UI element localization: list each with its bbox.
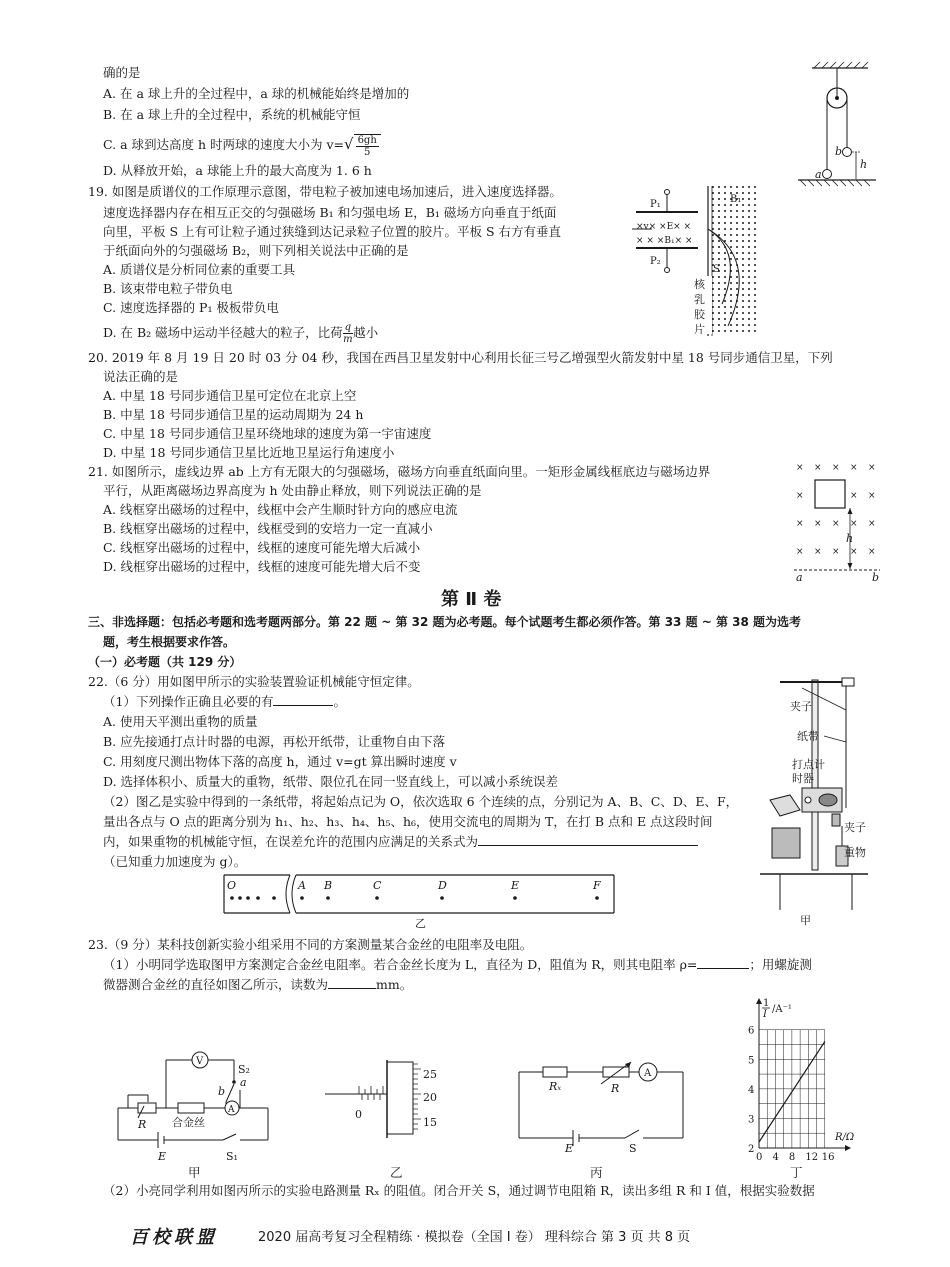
label-p1: P₁	[650, 199, 661, 210]
label-b: b	[872, 571, 880, 584]
q22-part2-3-text: 内，如果重物的机械能守恒，在误差允许的范围内应满足的关系式为	[103, 834, 479, 849]
q23-part1-line1	[103, 956, 812, 974]
q19-option-b: B. 该束带电粒子带负电	[103, 281, 233, 296]
tape-label-c: C	[373, 879, 382, 892]
label-b: b	[218, 1085, 226, 1098]
q22-part1-end: 。	[333, 694, 346, 709]
q22-stem: 22.（6 分）用如图甲所示的实验装置验证机械能守恒定律。	[88, 674, 420, 689]
field-cross: ×	[832, 547, 840, 557]
magnetic-field-figure	[792, 460, 882, 582]
answer-blank[interactable]	[478, 833, 698, 846]
q21-stem-2: 平行，从距离磁场边界高度为 h 处由静止释放，则下列说法正确的是	[103, 483, 482, 498]
section-instructions-1: 三、非选择题：包括必考题和选考题两部分。第 22 题 ~ 第 32 题为必考题。每个试题考生都必须作答。第 33 题 ~ 第 38 题为选考	[88, 615, 802, 629]
field-cross: ×	[868, 547, 876, 557]
field-cross: ×	[814, 463, 822, 473]
label-r: R	[611, 1082, 620, 1095]
q23-part1-text: （1）小明同学选取图甲方案测定合金丝电阻率。若合金丝长度为 L，直径为 D，阻值为 R，则其电阻率 ρ=	[103, 957, 698, 972]
label-a: a	[815, 168, 822, 181]
y-tick-label: 3	[748, 1114, 755, 1126]
label-s: S	[713, 264, 720, 275]
q20-stem-2: 说法正确的是	[103, 369, 179, 384]
ammeter-label: A	[644, 1068, 652, 1079]
tape-label-d: D	[438, 879, 447, 892]
field-cross: ×	[850, 519, 858, 529]
y-tick-label: 6	[748, 1025, 755, 1037]
q21-option-b: B. 线框穿出磁场的过程中，线框受到的安培力一定一直减小	[103, 521, 433, 536]
q19-option-a: A. 质谱仪是分析同位素的重要工具	[103, 262, 295, 277]
q22-part2-1: （2）图乙是实验中得到的一条纸带，将起始点记为 O，依次选取 6 个连续的点，分别记为 A、B、C、D、E、F，	[103, 794, 739, 809]
q23-part2: （2）小亮同学利用如图丙所示的实验电路测量 Rₓ 的阻值。闭合开关 S，通过调节电阻箱 R，读出多组 R 和 I 值，根据实验数据	[103, 1183, 815, 1198]
q23-part1-text-d: mm。	[376, 977, 413, 992]
q18-option-a: A. 在 a 球上升的全过程中，a 球的机械能始终是增加的	[103, 86, 410, 101]
graph-ding	[745, 998, 865, 1168]
ball-a	[823, 170, 832, 179]
footer-logo: 百校联盟	[130, 1227, 218, 1248]
q22-part2-4: （已知重力加速度为 g）。	[103, 854, 247, 869]
answer-blank[interactable]	[697, 956, 749, 969]
label-h: h	[860, 158, 868, 171]
q21-stem-1: 21. 如图所示，虚线边界 ab 上方有无限大的匀强磁场，磁场方向垂直纸面向里。一矩形金属线框底边与磁场边界	[88, 464, 711, 479]
field-cross: ×	[832, 519, 840, 529]
apparatus-figure	[760, 670, 870, 930]
label-alloy: 合金丝	[172, 1116, 205, 1129]
answer-blank[interactable]	[273, 693, 333, 706]
frac-m: m	[343, 334, 353, 345]
fig-jia-caption: 甲	[188, 1165, 201, 1180]
section-instructions-2: 题，考生根据要求作答。	[103, 635, 236, 649]
tape-label-o: O	[227, 879, 237, 892]
wire-frame	[815, 480, 845, 508]
field-cross: ×	[796, 463, 804, 473]
q19-stem-2: 速度选择器内存在相互正交的匀强磁场 B₁ 和匀强电场 E，B₁ 磁场方向垂直于纸面	[103, 205, 557, 220]
section-subtitle: （一）必考题（共 129 分）	[88, 655, 242, 669]
label-h: h	[846, 532, 854, 545]
chart-grid	[759, 1030, 825, 1148]
x-tick-label: 16	[821, 1152, 835, 1163]
label-film-4: 片	[694, 323, 705, 336]
field-cross: ×	[868, 519, 876, 529]
label-s: S	[629, 1142, 637, 1155]
q22-option-d: D. 选择体积小、质量大的重物，纸带、限位孔在同一竖直线上，可以减小系统误差	[103, 774, 559, 789]
q19-stem-4: 于纸面向外的匀强磁场 B₂，则下列相关说法中正确的是	[103, 243, 409, 258]
label-p2: P₂	[650, 256, 661, 267]
micro-20: 20	[423, 1091, 437, 1104]
q19-option-d-end: 越小	[353, 325, 379, 340]
q20-option-b: B. 中星 18 号同步通信卫星的运动周期为 24 h	[103, 407, 364, 422]
q22-part2-2: 量出各点与 O 点的距离分别为 h₁、h₂、h₃、h₄、h₅、h₆，使用交流电的周期为 T，在打 B 点和 E 点这段时间	[103, 814, 713, 829]
q19-option-d	[103, 322, 378, 345]
micro-15: 15	[423, 1116, 437, 1129]
label-a: a	[240, 1076, 247, 1089]
label-rx: Rₓ	[549, 1080, 562, 1093]
row-1: ×v× ×E× ×	[636, 222, 692, 232]
field-cross: ×	[832, 463, 840, 473]
q19-stem-1: 19. 如图是质谱仪的工作原理示意图，带电粒子被加速电场加速后，进入速度选择器。	[88, 184, 562, 199]
apparatus-caption: 甲	[800, 914, 811, 927]
label-film-1: 核	[694, 278, 705, 291]
q18-option-c: C. a 球到达高度 h 时两球的速度大小为 v=√ $\frac{6gh}{5}$	[103, 133, 381, 158]
y-axis-label-num: 1	[763, 998, 770, 1009]
label-s1: S₁	[226, 1150, 238, 1163]
formula-denominator: 5	[363, 146, 371, 158]
field-cross: ×	[850, 463, 858, 473]
formula-numerator: 6gh	[357, 134, 377, 146]
y-axis-label-unit: /A⁻¹	[772, 1004, 792, 1015]
x-tick-label: 4	[772, 1152, 779, 1163]
label-a: a	[796, 571, 803, 584]
field-cross: ×	[814, 547, 822, 557]
micrometer-figure	[325, 1060, 455, 1140]
q20-option-a: A. 中星 18 号同步通信卫星可定位在北京上空	[103, 388, 357, 403]
q22-part1	[103, 693, 346, 711]
q20-stem-1: 20. 2019 年 8 月 19 日 20 时 03 分 04 秒，我国在西昌卫星发射中心利用长征三号乙增强型火箭发射中星 18 号同步通信卫星，下列	[88, 350, 833, 365]
label-b: b	[835, 145, 843, 158]
label-e: E	[158, 1150, 167, 1163]
fig-ding-caption: 丁	[790, 1165, 803, 1180]
label-clip-bottom: 夹子	[844, 821, 866, 834]
row-2: × × ×B₁× ×	[636, 236, 693, 246]
field-cross: ×	[796, 519, 804, 529]
pulley-figure	[790, 62, 880, 192]
tape-label-a: A	[298, 879, 306, 892]
field-crosses	[796, 463, 876, 557]
tape-caption: 乙	[415, 917, 426, 930]
q22-option-a: A. 使用天平测出重物的质量	[103, 714, 258, 729]
q22-option-c: C. 用刻度尺测出物体下落的高度 h，通过 v=gt 算出瞬时速度 v	[103, 754, 457, 769]
label-e: E	[565, 1142, 574, 1155]
field-cross: ×	[796, 547, 804, 557]
field-cross: ×	[796, 491, 804, 501]
label-weight: 重物	[844, 846, 866, 859]
q20-option-c: C. 中星 18 号同步通信卫星环绕地球的速度为第一宇宙速度	[103, 426, 432, 441]
x-tick-label: 12	[805, 1152, 819, 1163]
field-cross: ×	[868, 463, 876, 473]
q18-option-d: D. 从释放开始，a 球能上升的最大高度为 1. 6 h	[103, 163, 372, 178]
q18-stem-end: 确的是	[103, 65, 141, 80]
q19-option-d-text: D. 在 B₂ 磁场中运动半径越大的粒子，比荷	[103, 325, 343, 340]
ammeter-label: A	[228, 1105, 235, 1115]
fig-yi-caption: 乙	[390, 1165, 403, 1180]
y-tick-label: 4	[748, 1084, 755, 1096]
q21-option-c: C. 线框穿出磁场的过程中，线框的速度可能先增大后减小	[103, 540, 421, 555]
tape-label-f: F	[593, 879, 601, 892]
label-s2: S₂	[238, 1063, 250, 1076]
q22-part2-3	[103, 833, 698, 851]
q23-part1-text-c: 微器测合金丝的直径如图乙所示，读数为	[103, 977, 329, 992]
micro-0: 0	[355, 1108, 362, 1121]
answer-blank[interactable]	[328, 976, 376, 989]
label-film-2: 乳	[694, 293, 705, 306]
field-cross: ×	[850, 547, 858, 557]
label-film-3: 胶	[694, 308, 705, 321]
q20-option-d: D. 中星 18 号同步通信卫星比近地卫星运行角速度小	[103, 445, 395, 460]
tape-label-b: B	[324, 879, 333, 892]
y-axis-arrow	[756, 998, 762, 1004]
mass-spectrometer-figure	[632, 184, 762, 340]
label-r: R	[138, 1118, 147, 1131]
field-cross: ×	[868, 491, 876, 501]
circuit-jia-figure	[108, 1040, 278, 1165]
q23-part1-text-b: ；用螺旋测	[749, 957, 812, 972]
q23-stem: 23.（9 分）某科技创新实验小组采用不同的方案测量某合金丝的电阻率及电阻。	[88, 937, 533, 952]
q18-option-c-text: C. a 球到达高度 h 时两球的速度大小为 v=	[103, 137, 344, 152]
q21-option-a: A. 线框穿出磁场的过程中，线框中会产生顺时针方向的感应电流	[103, 502, 458, 517]
tape-label-e: E	[511, 879, 520, 892]
y-axis-label-den: I	[763, 1009, 767, 1020]
x-axis-arrow	[845, 1145, 851, 1151]
fig-bing-caption: 丙	[590, 1165, 603, 1180]
q22-part1-text: （1）下列操作正确且必要的有	[103, 694, 274, 709]
x-axis-label: R/Ω	[835, 1132, 855, 1143]
label-timer-1: 打点计	[792, 758, 825, 771]
q19-stem-3: 向里，平板 S 上有可让粒子通过狭缝到达记录粒子位置的胶片。平板 S 右方有垂直	[103, 224, 562, 239]
ball-b	[843, 148, 852, 157]
label-b1: B₁	[730, 194, 742, 205]
circuit-bing-figure	[513, 1058, 693, 1153]
q21-option-d: D. 线框穿出磁场的过程中，线框的速度可能先增大后不变	[103, 559, 421, 574]
paper-tape-figure	[222, 873, 617, 929]
q23-part1-line2	[103, 976, 412, 994]
frac-q: q	[344, 322, 352, 333]
label-clip-top: 夹子	[790, 700, 812, 713]
q18-option-b: B. 在 a 球上升的全过程中，系统的机械能守恒	[103, 107, 361, 122]
y-tick-label: 2	[748, 1144, 755, 1155]
micro-25: 25	[423, 1068, 437, 1081]
x-tick-label: 8	[788, 1152, 796, 1163]
field-cross: ×	[850, 491, 858, 501]
label-tape: 纸带	[797, 730, 819, 743]
x-tick-label: 0	[756, 1152, 763, 1163]
section-title: 第 Ⅱ 卷	[441, 589, 502, 610]
footer-text: 2020 届高考复习全程精练 · 模拟卷（全国 Ⅰ 卷） 理科综合 第 3 页 共 8 页	[258, 1230, 691, 1245]
q19-option-c: C. 速度选择器的 P₁ 极板带负电	[103, 300, 279, 315]
voltmeter-label: V	[196, 1056, 204, 1067]
field-cross: ×	[814, 519, 822, 529]
y-tick-label: 5	[748, 1055, 755, 1067]
label-timer-2: 时器	[792, 772, 814, 785]
q22-option-b: B. 应先接通打点计时器的电源，再松开纸带，让重物自由下落	[103, 734, 446, 749]
